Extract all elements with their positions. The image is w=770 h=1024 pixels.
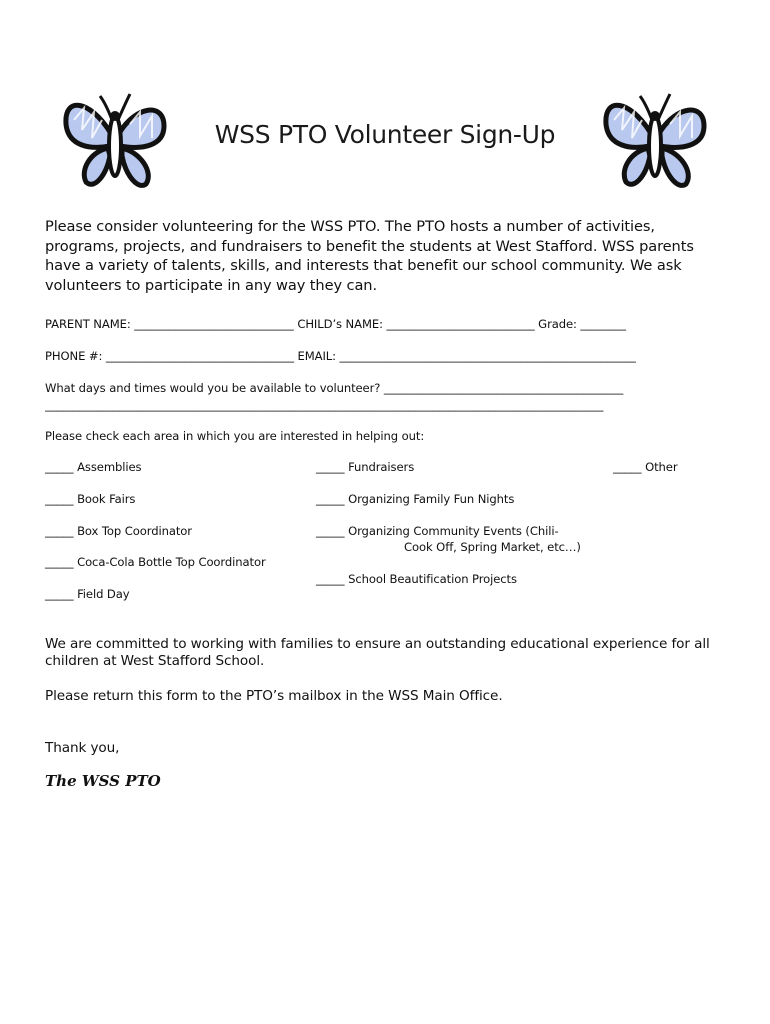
intro-paragraph: Please consider volunteering for the WSS PTO. The PTO hosts a number of activities, programs, projects, and fundraisers to benefit the students at West Stafford. WSS parents have a variety of talents, skills, and interests that benefit our school community. We ask volunteers to participate in any way they can. [45,218,694,294]
signature: The WSS PTO [45,772,161,790]
area-field-day[interactable]: _____ Field Day [45,587,130,601]
phone-email-line[interactable]: PHONE #: _________________________________ EMAIL: ____________________________________________________ [45,349,636,363]
parent-child-grade-line[interactable]: PARENT NAME: ____________________________ CHILD’s NAME: __________________________ Grade: ________ [45,317,626,331]
area-book-fairs[interactable]: _____ Book Fairs [45,492,136,506]
page-title: WSS PTO Volunteer Sign-Up [214,120,556,149]
area-fundraisers[interactable]: _____ Fundraisers [316,460,415,474]
return-note: Please return this form to the PTO’s mailbox in the WSS Main Office. [45,688,503,704]
area-community-events[interactable]: _____ Organizing Community Events (Chili- [316,524,559,538]
commitment-paragraph: We are committed to working with families to ensure an outstanding educational experience for all children at West Stafford School. [45,636,710,669]
area-other[interactable]: _____ Other [613,460,678,474]
check-prompt: Please check each area in which you are interested in helping out: [45,429,425,443]
area-school-beautification[interactable]: _____ School Beautification Projects [316,572,517,586]
area-box-top-coordinator[interactable]: _____ Box Top Coordinator [45,524,192,538]
area-community-events-cont: Cook Off, Spring Market, etc…) [404,540,581,554]
availability-line[interactable]: What days and times would you be available to volunteer? __________________________________________ [45,381,624,395]
area-coca-cola-coordinator[interactable]: _____ Coca-Cola Bottle Top Coordinator [45,555,266,569]
area-family-fun-nights[interactable]: _____ Organizing Family Fun Nights [316,492,515,506]
area-assemblies[interactable]: _____ Assemblies [45,460,142,474]
thank-you: Thank you, [45,740,120,756]
availability-blank-line[interactable]: __________________________________________________________________________________________________ [45,398,604,412]
